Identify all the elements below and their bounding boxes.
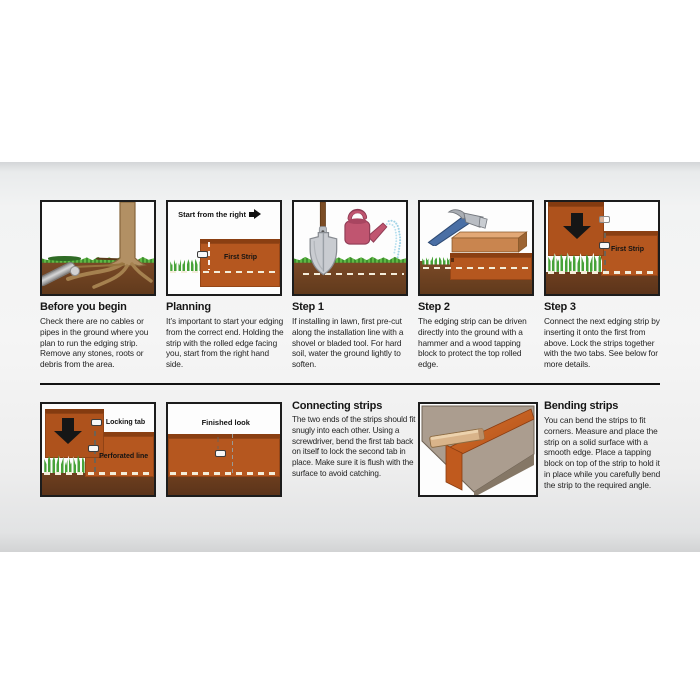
section-title: Planning [166, 301, 211, 313]
panel-step2 [418, 200, 534, 296]
hammer-icon [424, 206, 496, 246]
perforated-line [604, 233, 606, 272]
locking-tab-label: Locking tab [105, 418, 146, 426]
section-body: Connect the next edging strip by inserting it onto the first from above. Lock the strips together with the two tabs. See below for more details. [544, 316, 660, 370]
start-from-right-callout [178, 209, 261, 219]
ground-dashed-line [423, 267, 528, 270]
text-bending-strips [544, 400, 664, 491]
finished-look-label: Finished look [201, 417, 250, 427]
section-divider [40, 383, 660, 385]
section-title: Step 1 [292, 301, 324, 313]
perforated-line [94, 431, 96, 473]
locking-tab-icon-lower [88, 445, 99, 452]
first-strip-label: First Strip [224, 254, 258, 262]
locking-tab-icon [215, 450, 226, 457]
panel-before-you-begin [40, 200, 156, 296]
perforated-line-label: Perforated line [99, 453, 149, 461]
section-title: Step 2 [418, 301, 450, 313]
panel-finished-look [166, 402, 282, 497]
ground-dashed-line [170, 271, 278, 274]
panel-locking-tab [40, 402, 156, 497]
down-arrow-head [54, 431, 82, 444]
vertical-dashed-line [208, 242, 210, 271]
first-strip-label: First Strip [610, 246, 645, 254]
locking-tab-icon-top [599, 216, 610, 223]
first-edging-strip [601, 231, 658, 275]
perforated-line-faint [217, 437, 219, 450]
right-arrow-icon-head [254, 209, 261, 219]
ground-dashed-line [548, 271, 656, 274]
ground-dashed-line [170, 472, 278, 475]
strip-seam [232, 434, 234, 473]
strip-hanging [446, 445, 462, 490]
text-step1 [292, 301, 410, 370]
panel-planning [166, 200, 282, 296]
edging-strip [200, 239, 280, 287]
section-body: You can bend the strips to fit corners. Measure and place the strip on a solid surface with a smooth edge. Place a tapping block on top of the strip to hold it in place while you carefully bend the strip to the required angle. [544, 415, 661, 490]
locking-tab-icon [91, 419, 102, 426]
section-title: Before you begin [40, 301, 127, 313]
text-step3 [544, 301, 664, 370]
section-body: The two ends of the strips should fit snugly into each other. Using a screwdriver, bend the first tab back on itself to lock the second tab in place. Make sure it is flush with the surface to avoid catching. [292, 415, 416, 478]
locking-tab-icon [599, 242, 610, 249]
text-planning [166, 301, 284, 370]
locking-tab-icon [197, 251, 208, 258]
shovel-icon [301, 202, 346, 285]
section-title: Step 3 [544, 301, 576, 313]
down-arrow-icon [563, 213, 591, 239]
grass [422, 256, 451, 264]
down-arrow-head [563, 226, 591, 239]
down-arrow-shaft [62, 418, 74, 431]
panel-step1 [292, 200, 408, 296]
section-body: If installing in lawn, first pre-cut along the installation line with a shovel or bladed tool. For hard soil, water the ground lightly to soften. [292, 316, 404, 370]
down-arrow-shaft [571, 213, 583, 226]
section-body: Check there are no cables or pipes in the ground where you plan to run the edging strip. Remove any stones, roots or debris from the area. [40, 316, 149, 370]
down-arrow-icon [54, 418, 82, 444]
panel-bending [418, 402, 538, 497]
water-spray-dots-inner [386, 223, 397, 253]
section-title: Bending strips [544, 400, 619, 412]
section-title: Connecting strips [292, 400, 383, 412]
text-step2 [418, 301, 538, 370]
panel-step3 [544, 200, 660, 296]
section-body: It’s important to start your edging from the correct end. Holding the strip with the rolled edge facing you, start from the right hand side. [166, 316, 284, 370]
ground-dashed-line [44, 472, 152, 475]
grass [170, 258, 200, 271]
bending-strip-illustration [420, 404, 536, 495]
tab-slot [451, 258, 454, 262]
section-body: The edging strip can be driven directly into the ground with a hammer and a wood tapping block to protect the top rolled edge. [418, 316, 527, 370]
text-before-you-begin [40, 301, 158, 370]
tree-and-roots-illustration [42, 202, 154, 294]
start-from-right-label: Start from the right [178, 209, 246, 219]
text-connecting-strips [292, 400, 416, 480]
